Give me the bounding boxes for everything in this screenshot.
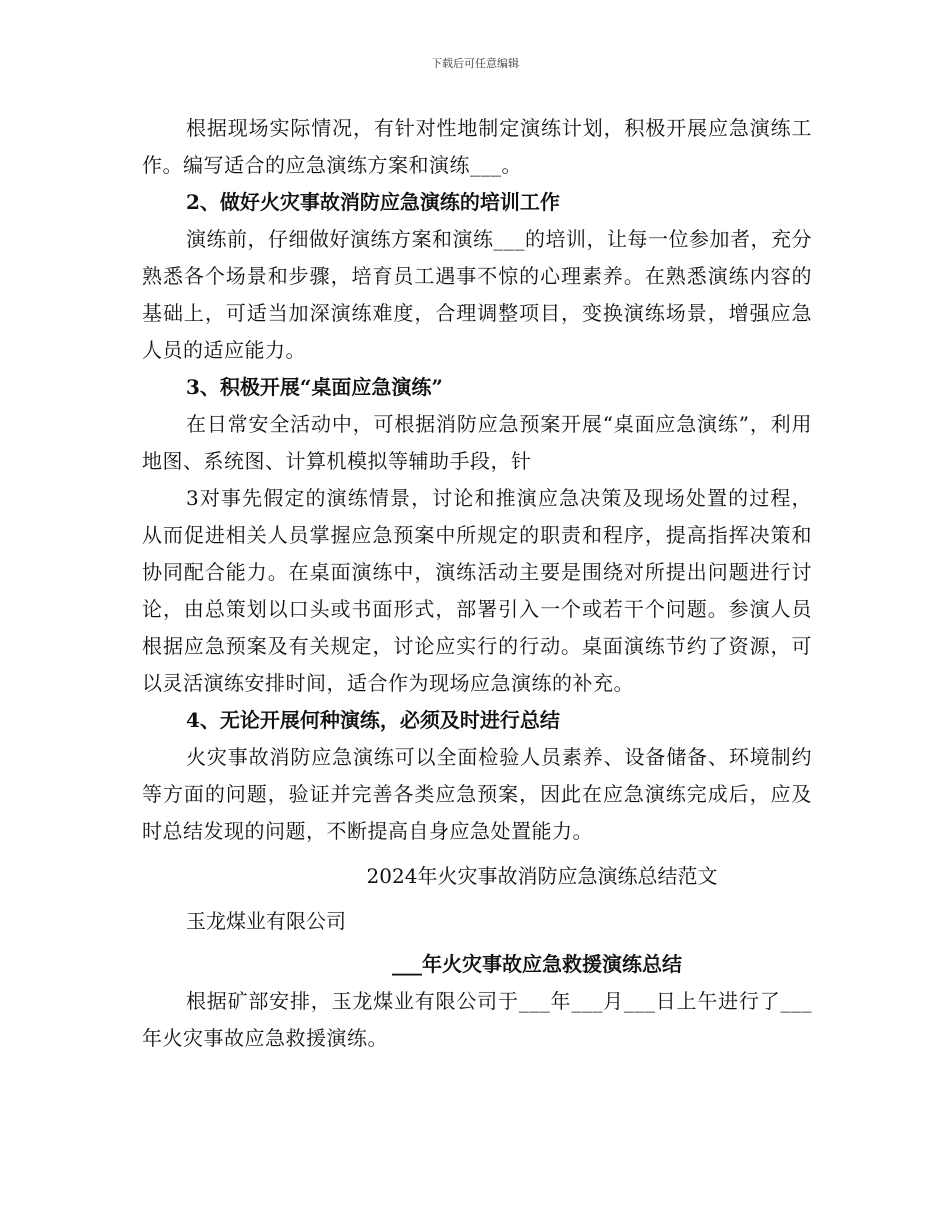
- paragraph-training: 演练前，仔细做好演练方案和演练___的培训，让每一位参加者，充分熟悉各个场景和步骤，培育员工遇事不惊的心理素养。在熟悉演练内容的基础上，可适当加深演练难度，合理调整项目，变换演练场景，增强应急人员的适应能力。: [142, 227, 812, 362]
- paragraph-summary: 火灾事故消防应急演练可以全面检验人员素养、设备储备、环境制约等方面的问题，验证并完善各类应急预案，因此在应急演练完成后，应及时总结发现的问题，不断提高自身应急处置能力。: [142, 745, 812, 843]
- page-header: 下载后可任意编辑: [431, 57, 519, 70]
- paragraph-plan: 根据现场实际情况，有针对性地制定演练计划，积极开展应急演练工作。编写适合的应急演练方案和演练___。: [142, 116, 812, 177]
- heading-tabletop: 3、积极开展“桌面应急演练”: [186, 375, 443, 399]
- paragraph-drill-date: 根据矿部安排，玉龙煤业有限公司于___年___月___日上午进行了___年火灾事故应急救援演练。: [142, 989, 812, 1050]
- heading-training: 2、做好火灾事故消防应急演练的培训工作: [186, 190, 560, 214]
- company-name: 玉龙煤业有限公司: [186, 909, 346, 933]
- paragraph-tabletop-detail: 3对事先假定的演练情景，讨论和推演应急决策及现场处置的过程，从而促进相关人员掌握应急预案中所规定的职责和程序，提高指挥决策和协同配合能力。在桌面演练中，演练活动主要是围绕对所提出问题进行讨论，由总策划以口头或书面形式，部署引入一个或若干个问题。参演人员根据应急预案及有关规定，讨论应实行的行动。桌面演练节约了资源，可以灵活演练安排时间，适合作为现场应急演练的补充。: [142, 486, 812, 695]
- paragraph-tabletop-intro: 在日常安全活动中，可根据消防应急预案开展“桌面应急演练”，利用地图、系统图、计算机模拟等辅助手段，针: [142, 412, 812, 473]
- document-body: [142, 110, 812, 1057]
- heading-summary: 4、无论开展何种演练，必须及时进行总结: [186, 708, 560, 732]
- section-subtitle: ___年火灾事故应急救援演练总结: [392, 952, 682, 976]
- section-title: 2024年火灾事故消防应急演练总结范文: [366, 864, 718, 888]
